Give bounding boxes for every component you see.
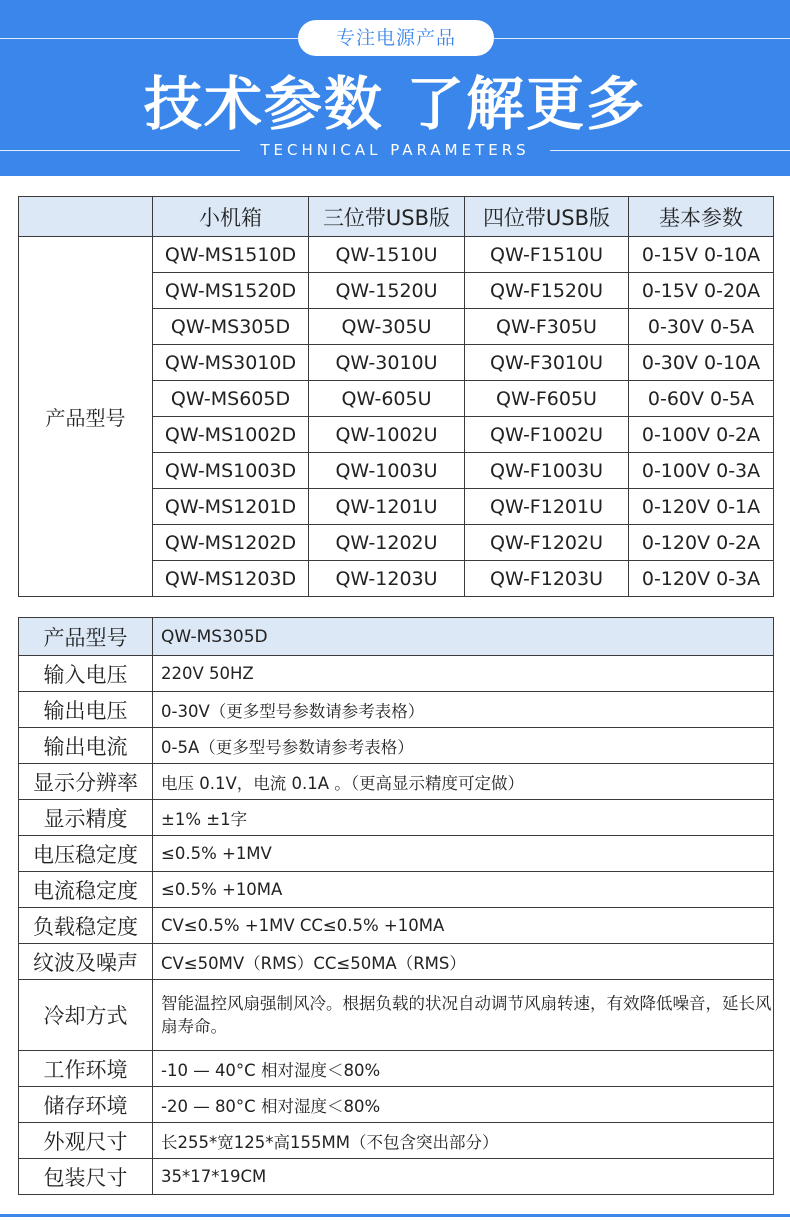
table-cell: QW-F1510U	[465, 237, 629, 273]
spec-value: 电压 0.1V，电流 0.1A 。（更高显示精度可定做）	[153, 764, 774, 800]
column-header-basic-params: 基本参数	[629, 197, 774, 237]
table-cell: 0-120V 0-1A	[629, 489, 774, 525]
table-cell: 0-60V 0-5A	[629, 381, 774, 417]
table-cell: QW-1202U	[309, 525, 465, 561]
table-cell: 0-120V 0-3A	[629, 561, 774, 597]
spec-value: ±1% ±1字	[153, 800, 774, 836]
spec-label: 显示精度	[19, 800, 153, 836]
spec-value: 0-30V（更多型号参数请参考表格）	[153, 692, 774, 728]
spec-label: 显示分辨率	[19, 764, 153, 800]
spec-value: QW-MS305D	[153, 618, 774, 656]
table-cell: QW-MS3010D	[153, 345, 309, 381]
table-cell: QW-F605U	[465, 381, 629, 417]
spec-label: 工作环境	[19, 1051, 153, 1087]
table-cell: 0-15V 0-20A	[629, 273, 774, 309]
spec-row-output-current	[19, 728, 774, 764]
table-cell: QW-3010U	[309, 345, 465, 381]
spec-label: 纹波及噪声	[19, 944, 153, 980]
table-cell: 0-100V 0-2A	[629, 417, 774, 453]
table-cell: QW-1203U	[309, 561, 465, 597]
table-cell: 0-15V 0-10A	[629, 237, 774, 273]
table-cell: QW-605U	[309, 381, 465, 417]
table-cell: QW-MS1202D	[153, 525, 309, 561]
spec-row-operating-env	[19, 1051, 774, 1087]
page-title: 技术参数 了解更多	[143, 70, 647, 138]
spec-label: 储存环境	[19, 1087, 153, 1123]
spec-row-output-voltage	[19, 692, 774, 728]
table-cell: QW-F1202U	[465, 525, 629, 561]
spec-value: CV≤0.5% +1MV CC≤0.5% +10MA	[153, 908, 774, 944]
spec-row-cooling	[19, 980, 774, 1051]
spec-row-input-voltage	[19, 656, 774, 692]
models-table	[18, 196, 774, 597]
table-cell: 0-30V 0-5A	[629, 309, 774, 345]
tagline-pill: 专注电源产品	[298, 20, 494, 56]
bottom-divider	[0, 1214, 790, 1217]
decorative-line	[0, 150, 240, 151]
table-cell: QW-F1003U	[465, 453, 629, 489]
table-row	[19, 237, 774, 273]
models-table-header-row	[19, 197, 774, 237]
decorative-line	[550, 150, 790, 151]
spec-row-display-resolution	[19, 764, 774, 800]
table-cell: QW-MS1203D	[153, 561, 309, 597]
table-cell: QW-MS1510D	[153, 237, 309, 273]
spec-row-current-stability	[19, 872, 774, 908]
spec-row-voltage-stability	[19, 836, 774, 872]
table-cell: QW-F1203U	[465, 561, 629, 597]
table-cell: QW-1002U	[309, 417, 465, 453]
spec-label: 产品型号	[19, 618, 153, 656]
spec-value: 0-5A（更多型号参数请参考表格）	[153, 728, 774, 764]
decorative-line	[494, 38, 790, 39]
spec-label: 电压稳定度	[19, 836, 153, 872]
spec-value: -20 — 80°C 相对湿度＜80%	[153, 1087, 774, 1123]
specs-table	[18, 617, 774, 1195]
row-header-product-model: 产品型号	[19, 237, 153, 597]
spec-label: 输入电压	[19, 656, 153, 692]
table-cell: QW-MS1520D	[153, 273, 309, 309]
specs-header-row	[19, 618, 774, 656]
spec-value: 长255*宽125*高155MM（不包含突出部分）	[153, 1123, 774, 1159]
table-cell: QW-F1201U	[465, 489, 629, 525]
spec-label: 输出电流	[19, 728, 153, 764]
spec-value: 220V 50HZ	[153, 656, 774, 692]
header-banner	[0, 0, 790, 176]
decorative-line	[0, 38, 298, 39]
table-cell: QW-F3010U	[465, 345, 629, 381]
spec-label: 冷却方式	[19, 980, 153, 1051]
spec-row-ripple-noise	[19, 944, 774, 980]
table-cell: QW-MS1003D	[153, 453, 309, 489]
spec-label: 电流稳定度	[19, 872, 153, 908]
spec-row-load-stability	[19, 908, 774, 944]
column-header-4digit-usb: 四位带USB版	[465, 197, 629, 237]
column-header-3digit-usb: 三位带USB版	[309, 197, 465, 237]
table-cell: QW-F1520U	[465, 273, 629, 309]
table-cell: QW-MS605D	[153, 381, 309, 417]
table-cell: QW-1003U	[309, 453, 465, 489]
spec-value: CV≤50MV（RMS）CC≤50MA（RMS）	[153, 944, 774, 980]
spec-label: 包装尺寸	[19, 1159, 153, 1195]
table-cell: QW-MS305D	[153, 309, 309, 345]
table-cell: QW-1201U	[309, 489, 465, 525]
table-cell: 0-30V 0-10A	[629, 345, 774, 381]
spec-label: 负载稳定度	[19, 908, 153, 944]
table-cell: QW-MS1201D	[153, 489, 309, 525]
spec-value: ≤0.5% +1MV	[153, 836, 774, 872]
column-header-small-case: 小机箱	[153, 197, 309, 237]
spec-value: ≤0.5% +10MA	[153, 872, 774, 908]
table-cell: QW-1520U	[309, 273, 465, 309]
table-cell: QW-1510U	[309, 237, 465, 273]
spec-label: 输出电压	[19, 692, 153, 728]
spec-value: 35*17*19CM	[153, 1159, 774, 1195]
spec-row-display-accuracy	[19, 800, 774, 836]
spec-row-storage-env	[19, 1087, 774, 1123]
table-cell: QW-F1002U	[465, 417, 629, 453]
table-cell: QW-305U	[309, 309, 465, 345]
spec-row-package-size	[19, 1159, 774, 1195]
spec-value: -10 — 40°C 相对湿度＜80%	[153, 1051, 774, 1087]
table-cell: 0-100V 0-3A	[629, 453, 774, 489]
spec-row-dimensions	[19, 1123, 774, 1159]
table-cell: QW-MS1002D	[153, 417, 309, 453]
column-header	[19, 197, 153, 237]
table-cell: QW-F305U	[465, 309, 629, 345]
page-subtitle: TECHNICAL PARAMETERS	[260, 141, 530, 159]
table-cell: 0-120V 0-2A	[629, 525, 774, 561]
spec-value: 智能温控风扇强制风冷。根据负载的状况自动调节风扇转速，有效降低噪音，延长风扇寿命。	[153, 980, 774, 1051]
spec-label: 外观尺寸	[19, 1123, 153, 1159]
